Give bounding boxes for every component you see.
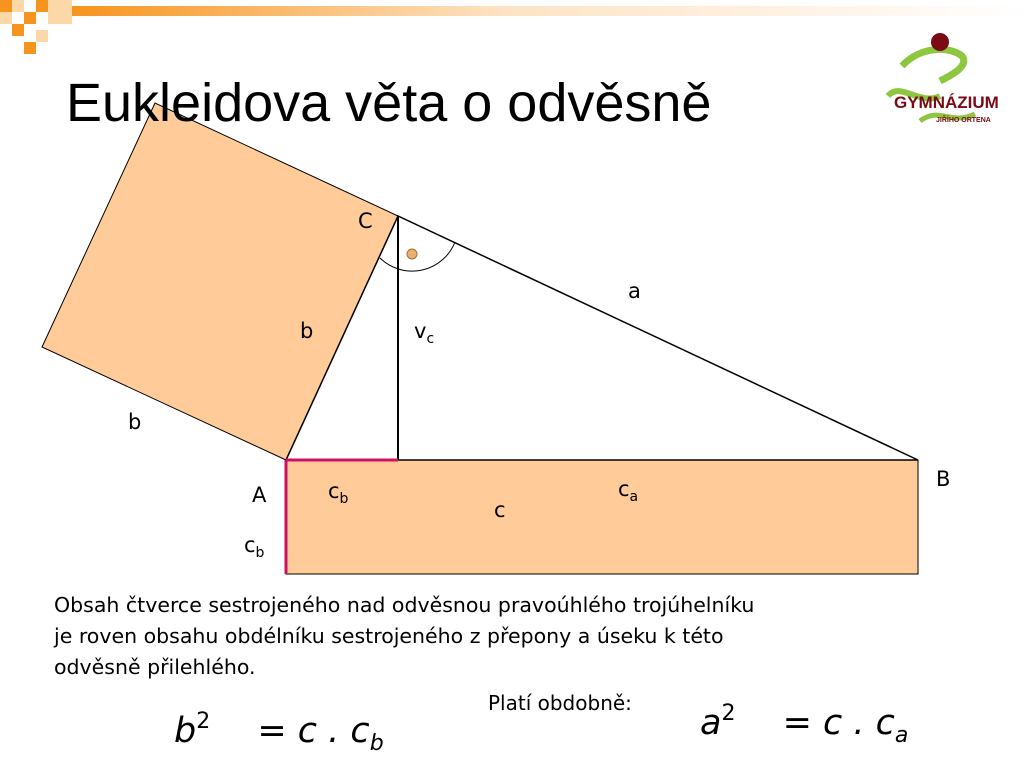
- gymnazium-logo-icon: [880, 26, 1010, 136]
- hypotenuse-label-c: c: [494, 498, 506, 522]
- logo-text: GYMNÁZIUM: [894, 93, 999, 112]
- description-line-3: odvěsně přilehlého.: [54, 655, 256, 679]
- slide-title: Eukleidova věta o odvěsně: [66, 73, 712, 133]
- square-side-label-b: b: [128, 410, 142, 434]
- vertex-label-A: A: [252, 483, 267, 507]
- formula-b-squared: $b^2 = c$ . $c_b$: [174, 709, 384, 756]
- rect-side-label-cb: $c_b$: [244, 533, 265, 562]
- segment-label-ca: $c_a$: [618, 477, 639, 506]
- similarly-note: Platí obdobně:: [488, 691, 632, 715]
- rectangle-c-by-cb: [286, 460, 918, 574]
- square-on-leg-b: [42, 103, 398, 460]
- right-angle-dot: [407, 249, 417, 259]
- side-label-b: b: [300, 319, 314, 343]
- right-triangle-ABC: [286, 216, 918, 460]
- vertex-label-B: B: [936, 467, 951, 491]
- formula-a-squared: $a^2 = c$ . $c_a$: [700, 701, 909, 748]
- right-angle-arc: [380, 242, 455, 271]
- side-label-a: a: [628, 279, 641, 303]
- logo-subtext: JIŘÍHO ORTENA: [936, 117, 991, 124]
- theorem-description: [54, 590, 954, 683]
- gymnazium-logo: [880, 26, 1010, 136]
- height-label-vc: $v_c$: [414, 319, 435, 348]
- description-line-1: Obsah čtverce sestrojeného nad odvěsnou pravoúhlého trojúhelníku: [54, 593, 755, 617]
- vertex-label-C: C: [358, 209, 373, 233]
- description-line-2: je roven obsahu obdélníku sestrojeného z přepony a úseku k této: [54, 624, 724, 648]
- segment-label-cb: $c_b$: [328, 479, 349, 508]
